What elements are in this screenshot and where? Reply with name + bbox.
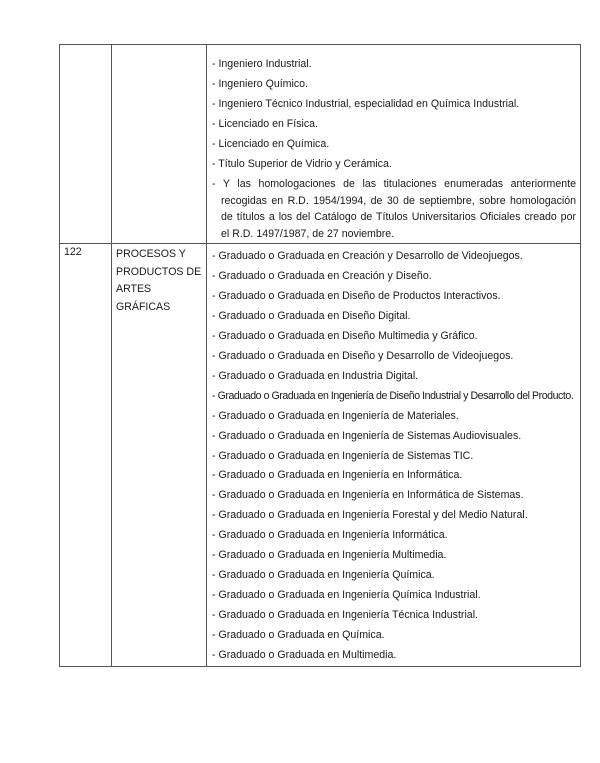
degree-item: - Graduado o Graduada en Ingeniería de Sistemas TIC. [212, 449, 474, 462]
family-cell: PROCESOS Y PRODUCTOS DE ARTES GRÁFICAS [112, 244, 207, 667]
degree-item: - Graduado o Graduada en Ingeniería de Sistemas Audiovisuales. [212, 429, 522, 442]
degree-item: - Graduado o Graduada en Ingeniería Técnica Industrial. [212, 608, 478, 621]
degree-item: - Graduado o Graduada en Ingeniería Forestal y del Medio Natural. [212, 509, 528, 522]
degree-item: - Graduado o Graduada en Diseño de Productos Interactivos. [212, 290, 501, 303]
code-cell [60, 45, 112, 244]
degree-item: - Graduado o Graduada en Diseño Multimedia y Gráfico. [212, 330, 478, 343]
family-cell [112, 45, 207, 244]
degree-item: - Licenciado en Física. [212, 117, 318, 130]
degree-item: - Graduado o Graduada en Industria Digital. [212, 369, 419, 382]
homologation-note: - Y las homologaciones de las titulaciones enumeradas anteriormente recogidas en R.D. 1954/1994, de 30 de septiembre, sobre homologación de títulos a los del Catálogo de Títulos Universitarios Oficiales creado por el R.D. 1497/1987, de 27 noviembre. [212, 178, 576, 240]
degree-item: - Graduado o Graduada en Ingeniería de Materiales. [212, 409, 459, 422]
degree-item: - Graduado o Graduada en Diseño Digital. [212, 310, 411, 323]
degree-item: - Graduado o Graduada en Creación y Diseño. [212, 270, 432, 283]
code-cell: 122 [60, 244, 112, 667]
degree-item: - Licenciado en Química. [212, 137, 330, 150]
degree-item: - Graduado o Graduada en Ingeniería Química Industrial. [212, 588, 481, 601]
degree-item: - Graduado o Graduada en Ingeniería en Informática. [212, 469, 463, 482]
degree-item: - Ingeniero Químico. [212, 77, 308, 90]
table-row [60, 244, 581, 667]
degree-item: - Graduado o Graduada en Ingeniería de Diseño Industrial y Desarrollo del Producto. [212, 389, 574, 402]
degree-item: - Graduado o Graduada en Multimedia. [212, 648, 397, 661]
degree-item: - Graduado o Graduada en Química. [212, 628, 385, 641]
degrees-cell [207, 45, 581, 244]
degree-item: - Graduado o Graduada en Creación y Desarrollo de Videojuegos. [212, 250, 523, 263]
degree-item: - Graduado o Graduada en Ingeniería Multimedia. [212, 549, 447, 562]
degrees-cell [207, 244, 581, 667]
degree-item: - Graduado o Graduada en Ingeniería en Informática de Sistemas. [212, 489, 524, 502]
degree-item: - Graduado o Graduada en Diseño y Desarrollo de Videojuegos. [212, 349, 514, 362]
qualifications-table [59, 44, 581, 667]
degree-item: - Graduado o Graduada en Ingeniería Química. [212, 568, 435, 581]
degree-item: - Título Superior de Vidrio y Cerámica. [212, 157, 392, 170]
table-row [60, 45, 581, 244]
degree-item: - Ingeniero Técnico Industrial, especialidad en Química Industrial. [212, 97, 520, 110]
degree-item: - Graduado o Graduada en Ingeniería Informática. [212, 529, 448, 542]
degree-item: - Ingeniero Industrial. [212, 58, 312, 70]
